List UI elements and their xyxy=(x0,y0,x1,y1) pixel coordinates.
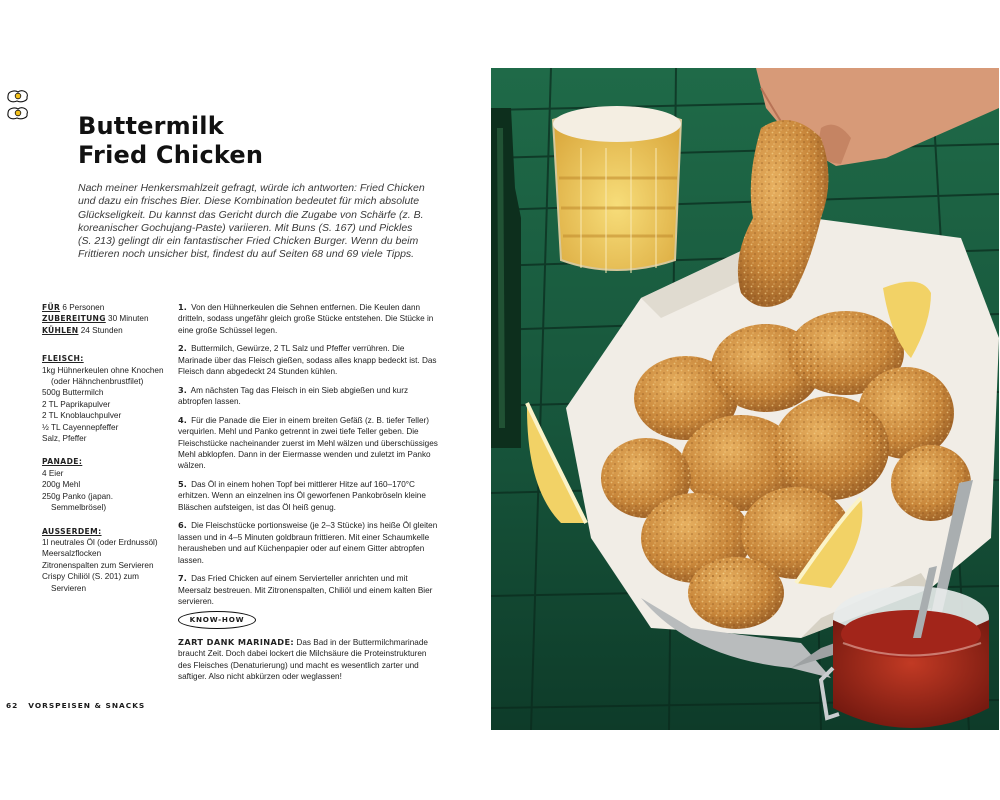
fried-egg-icon xyxy=(8,108,27,119)
method-step xyxy=(178,479,440,513)
fried-chicken-photo-illustration xyxy=(491,68,999,730)
recipe-intro: Nach meiner Henkersmahlzeit gefragt, würde ich antworten: Fried Chicken und dazu ein frisches Bier. Diese Kombination bedeutet für mich absolute Glückseligkeit. Du kannst das Gericht durch die Zugabe von Schärfe (z. B. koreanischer Gochujang-Paste) variieren. Mit Buns (S. 167) und Pickles (S. 213) gelingt dir ein fantastischer Fried Chicken Burger. Wenn du beim Frittieren noch unsicher bist, findest du auf Seiten 68 und 69 viele Tipps. xyxy=(78,182,425,261)
fried-egg-icon xyxy=(8,91,27,102)
ingredients-sidebar xyxy=(42,302,167,594)
ingredient-list xyxy=(42,537,167,594)
page-number: 62 xyxy=(6,701,19,710)
step-text: Für die Panade die Eier in einem breiten Gefäß (z. B. tiefer Teller) verquirlen. Mehl und Panko getrennt in zwei tiefe Teller geben. Die Fleischstücke nacheinander zuerst im Mehl wälzen und überschüssiges Mehl abklopfen. Dann in der Eiermasse wenden und zuletzt im Panko wälzen. xyxy=(178,415,438,471)
fried-egg-icons xyxy=(6,89,30,123)
step-number: 3. xyxy=(178,384,187,395)
ingredient-item: Meersalzflocken xyxy=(42,549,102,559)
step-number: 6. xyxy=(178,520,187,531)
recipe-page xyxy=(0,0,490,800)
step-number: 1. xyxy=(178,302,187,312)
meta-value: 30 Minuten xyxy=(108,314,149,324)
step-text: Von den Hühnerkeulen die Sehnen entfernen. Die Keulen dann dritteln, sodass ungefähr gleich große Stücke entstehen. Die Stücke in eine große Schüssel legen. xyxy=(178,303,434,335)
ingredient-item: 1l neutrales Öl (oder Erdnussöl) xyxy=(42,537,158,547)
step-text: Das Fried Chicken auf einem Servierteller anrichten und mit Meersalz bestreuen. Mit Zitronenspalten, Chiliöl und einem kalten Bier servieren. xyxy=(178,574,433,607)
step-text: Buttermilch, Gewürze, 2 TL Salz und Pfeffer verrühren. Die Marinade über das Fleisch gießen, sodass alles knapp bedeckt ist. Das Fleisch dann abgedeckt 24 Stunden kühlen. xyxy=(178,344,437,377)
ingredient-item: ½ TL Cayennepfeffer xyxy=(42,422,119,432)
step-number: 2. xyxy=(178,343,187,354)
method-step xyxy=(178,415,440,472)
meta-prep-time xyxy=(42,313,167,324)
ingredient-item: Salz, Pfeffer xyxy=(42,434,87,444)
recipe-title-line-1: Buttermilk xyxy=(78,112,224,140)
ingredient-item: 200g Mehl xyxy=(42,480,81,490)
method-step xyxy=(178,385,440,408)
ingredient-list xyxy=(42,468,167,514)
ingredient-item: 500g Buttermilch xyxy=(42,388,104,398)
meta-value: 6 Personen xyxy=(62,303,105,312)
step-text: Die Fleischstücke portionsweise (je 2–3 Stücke) ins heiße Öl gleiten lassen und in 4–5 Minuten goldbraun frittieren. Mit einer Schaumkelle herausheben und auf Küchenpapier oder auf einem Gitter abtropfen lassen. xyxy=(178,521,438,565)
ingredient-group-title: AUSSERDEM: xyxy=(42,526,102,536)
ingredient-item: 2 TL Knoblauchpulver xyxy=(42,411,122,421)
method-steps xyxy=(178,302,440,615)
food-photo xyxy=(491,68,999,730)
method-step xyxy=(178,302,440,336)
meta-key: KÜHLEN xyxy=(42,325,79,335)
ingredient-item: 2 TL Paprikapulver xyxy=(42,399,111,409)
step-number: 7. xyxy=(178,573,187,584)
section-name: VORSPEISEN & SNACKS xyxy=(28,701,146,710)
ingredient-item: Zitronenspalten zum Servieren xyxy=(42,560,154,570)
ingredient-group-title: FLEISCH: xyxy=(42,354,84,364)
method-step xyxy=(178,343,440,377)
step-number: 4. xyxy=(178,414,187,425)
recipe-title xyxy=(78,112,263,170)
step-number: 5. xyxy=(178,479,187,490)
recipe-title-line-2: Fried Chicken xyxy=(78,141,264,169)
ingredient-item: Crispy Chiliöl (S. 201) zum Servieren xyxy=(42,572,139,593)
meta-value: 24 Stunden xyxy=(80,325,123,335)
ingredient-item: 4 Eier xyxy=(42,468,64,478)
meta-chill-time xyxy=(42,325,167,336)
tip-text: Das Bad in der Buttermilchmarinade braucht Zeit. Doch dabei lockert die Milchsäure die Proteinstrukturen des Fleisches (Denaturierung) und macht es wesentlich zarter und saftiger. Also nicht abkürzen oder weglassen! xyxy=(178,638,428,682)
know-how-badge: KNOW-HOW xyxy=(178,611,256,629)
meta-key: FÜR xyxy=(42,303,61,312)
step-text: Am nächsten Tag das Fleisch in ein Sieb abgießen und kurz abtropfen lassen. xyxy=(178,385,409,407)
method-step xyxy=(178,573,440,607)
ingredient-group-title: PANADE: xyxy=(42,457,83,467)
tip-heading: ZART DANK MARINADE: xyxy=(178,637,295,647)
page-footer xyxy=(6,701,145,710)
meta-servings xyxy=(42,302,167,313)
ingredient-list xyxy=(42,365,167,445)
meta-key: ZUBEREITUNG xyxy=(42,314,106,324)
beer-glass xyxy=(553,106,681,273)
know-how-tip xyxy=(178,637,440,683)
method-step xyxy=(178,520,440,566)
ingredient-item: 250g Panko (japan. Semmelbrösel) xyxy=(42,491,114,513)
step-text: Das Öl in einem hohen Topf bei mittlerer Hitze auf 160–170°C erhitzen. Wenn an einzelnen ins Öl geworfenen Pankobröseln kleine Bläschen aufsteigen, ist das Öl heiß genug. xyxy=(178,480,426,512)
ingredient-item: 1kg Hühnerkeulen ohne Knochen (oder Hähnchenbrustfilet) xyxy=(42,365,164,387)
